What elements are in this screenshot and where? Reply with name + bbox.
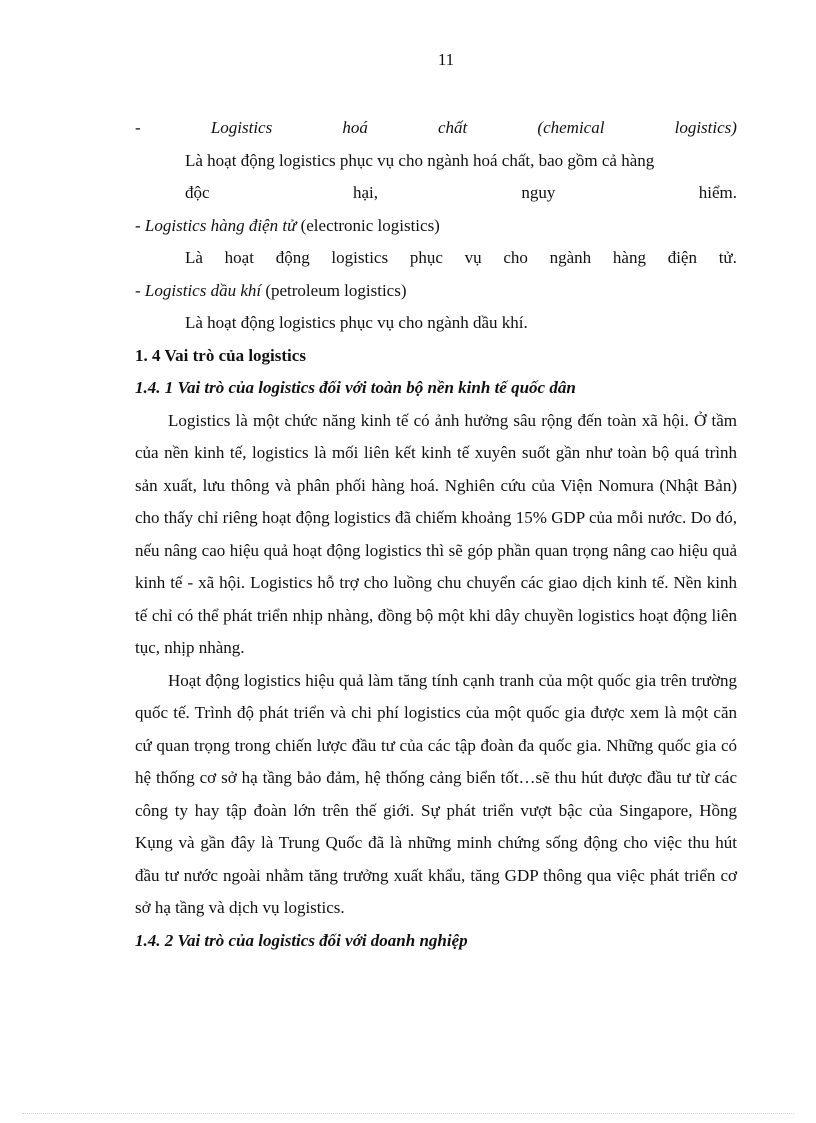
electronic-desc-word: phục: [409, 248, 443, 267]
chemical-desc-line-1: Là hoạt động logistics phục vụ cho ngành hoá chất, bao gồm cả hàng: [185, 150, 655, 170]
chemical-desc-word: nguy: [521, 183, 556, 202]
electronic-description: [135, 242, 737, 275]
electronic-desc-word: logistics: [331, 248, 389, 267]
electronic-term: Logistics hàng điện tử: [144, 215, 297, 235]
electronic-desc-line: [185, 242, 737, 275]
electronic-desc-word: động: [275, 248, 310, 267]
chemical-desc-word: hiểm.: [698, 183, 737, 202]
petroleum-term: Logistics dầu khí: [144, 280, 262, 300]
chemical-word-5: logistics): [674, 118, 737, 137]
list-dash: -: [135, 215, 145, 235]
petroleum-english: (petroleum logistics): [261, 280, 407, 300]
page-bottom-divider: [22, 1113, 794, 1114]
electronic-desc-word: hoạt: [224, 248, 254, 267]
petroleum-desc-line: Là hoạt động logistics phục vụ cho ngành dầu khí.: [185, 313, 528, 332]
chemical-desc-line-2: [185, 177, 737, 210]
list-item-petroleum-logistics: [135, 275, 737, 308]
chemical-desc-word: độc: [185, 183, 210, 202]
electronic-desc-word: hàng: [612, 248, 646, 267]
chemical-word-2: hoá: [342, 118, 368, 137]
list-item-chemical-logistics: [135, 112, 737, 145]
chemical-word-4: (chemical: [537, 118, 605, 137]
list-dash: -: [135, 280, 145, 300]
chemical-word-3: chất: [438, 118, 468, 137]
paragraph-1: Logistics là một chức năng kinh tế có ảnh hưởng sâu rộng đến toàn xã hội. Ở tầm của nền kinh tế, logistics là mối liên kết kinh tế xuyên suốt gần như toàn bộ quá trình sản xuất, lưu thông và phân phối hàng hoá. Nghiên cứu của Viện Nomura (Nhật Bản) cho thấy chỉ riêng hoạt động logistics đã chiếm khoảng 15% GDP của mỗi nước. Do đó, nếu nâng cao hiệu quả hoạt động logistics thì sẽ góp phần quan trọng nâng cao hiệu quả kinh tế - xã hội. Logistics hỗ trợ cho luồng chu chuyển các giao dịch kinh tế. Nền kinh tế chỉ có thể phát triển nhịp nhàng, đồng bộ một khi dây chuyền logistics hoạt động liên tục, nhịp nhàng.: [135, 410, 737, 657]
electronic-desc-word: điện: [667, 248, 697, 267]
chemical-word-1: Logistics: [210, 118, 273, 137]
electronic-desc-word: tử.: [718, 248, 737, 267]
page-number: 11: [437, 50, 455, 69]
list-item-electronic-logistics: [135, 210, 737, 243]
subsection-heading-2: 1.4. 2 Vai trò của logistics đối với doanh nghiệp: [135, 930, 468, 950]
paragraph-2: Hoạt động logistics hiệu quả làm tăng tính cạnh tranh của một quốc gia trên trường quốc tế. Trình độ phát triển và chi phí logistics của một quốc gia được xem là một căn cứ quan trọng trong chiến lược đầu tư của các tập đoàn đa quốc gia. Những quốc gia có hệ thống cơ sở hạ tầng bảo đảm, hệ thống cảng biển tốt…sẽ thu hút được đầu tư từ các công ty hay tập đoàn lớn trên thế giới. Sự phát triển vượt bậc của Singapore, Hồng Kụng và gần đây là Trung Quốc đã là những minh chứng sống động cho việc thu hút đầu tư nước ngoài nhằm tăng trưởng xuất khẩu, tăng GDP thông qua việc phát triển cơ sở hạ tầng và dịch vụ logistics.: [135, 670, 737, 917]
section-heading: 1. 4 Vai trò của logistics: [135, 345, 306, 365]
chemical-description: [135, 145, 737, 210]
electronic-desc-word: Là: [185, 248, 203, 267]
electronic-desc-word: ngành: [549, 248, 592, 267]
chemical-desc-word: hại,: [352, 183, 378, 202]
electronic-english: (electronic logistics): [296, 215, 440, 235]
electronic-desc-word: cho: [503, 248, 528, 267]
petroleum-description: [135, 307, 737, 340]
subsection-heading-1: 1.4. 1 Vai trò của logistics đối với toàn bộ nền kinh tế quốc dân: [135, 378, 576, 397]
page-content: [135, 112, 737, 957]
list-dash: -: [135, 118, 141, 137]
electronic-desc-word: vụ: [464, 248, 482, 267]
